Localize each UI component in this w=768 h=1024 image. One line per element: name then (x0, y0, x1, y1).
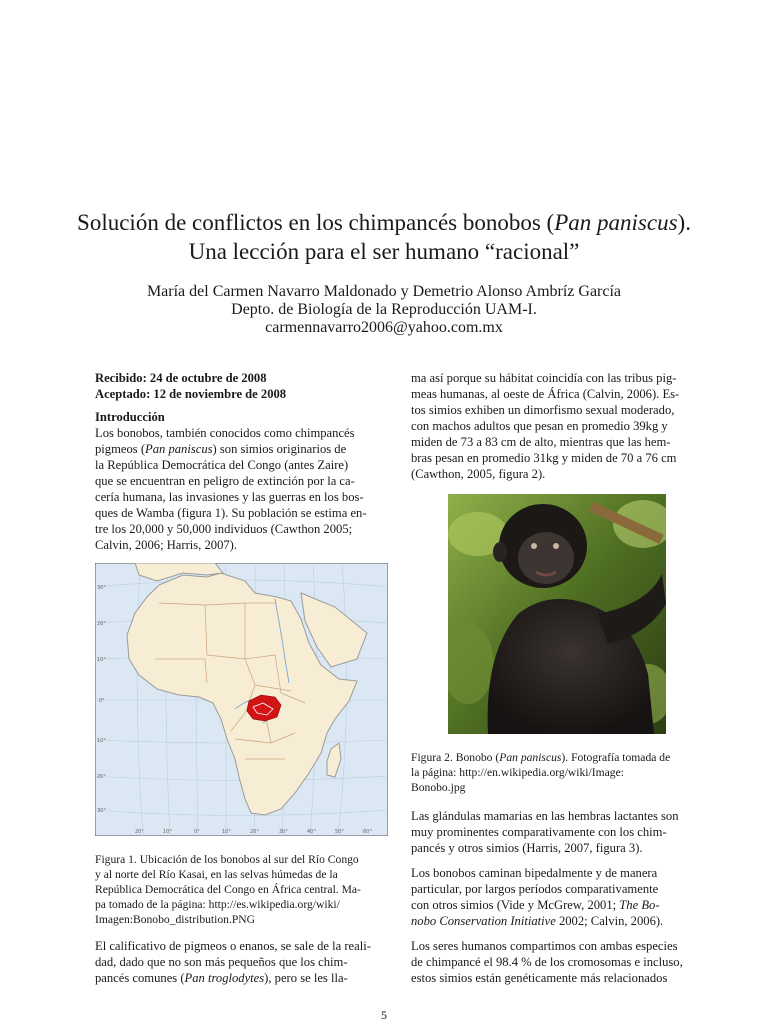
figure-2-caption: Figura 2. Bonobo (Pan paniscus). Fotografía tomada de la página: http://en.wikipedia.org/wiki/Image: Bonobo.jpg (411, 751, 671, 794)
intro-line: la República Democrática del Congo (antes Zaire) (95, 458, 349, 472)
map-lon-label: 30° (279, 829, 288, 835)
title-line-2: Una lección para el ser humano “racional” (188, 239, 580, 264)
authors: María del Carmen Navarro Maldonado y Demetrio Alonso Ambríz García (146, 283, 622, 300)
map-lat-label: 20° (97, 774, 106, 780)
intro-heading: Introducción (95, 410, 165, 424)
figure-2-photo (448, 494, 666, 734)
introduction (95, 409, 388, 553)
map-lon-label: 50° (335, 829, 344, 835)
received-date: Recibido: 24 de octubre de 2008 (95, 371, 267, 385)
intro-line: ques de Wamba (figura 1). Su población se estima en- (95, 506, 367, 520)
figure-1-map (95, 563, 388, 836)
map-lon-label: 0° (194, 829, 200, 835)
intro-line: tre los 20,000 y 50,000 individuos (Cawthon 2005; (95, 522, 353, 536)
paragraph-habitat: ma así porque su hábitat coincidía con las tribus pig- meas humanas, al oeste de África (Calvin, 2006). Es- tos simios exhiben un dimorfismo sexual moderado, con machos adultos que pesan en promedio 39kg y miden de 73 a 83 cm de alto, mientras que las hem- bras pesan en promedio 31kg y miden de 70 a 76 cm (Cawthon, 2005, figura 2). (411, 371, 680, 481)
affiliation: Depto. de Biología de la Reproducción UAM-I. (231, 301, 537, 318)
title-line-1: Solución de conflictos en los chimpancés bonobos (Pan paniscus). (77, 210, 691, 235)
map-lon-label: 20° (250, 829, 259, 835)
email: carmennavarro2006@yahoo.com.mx (265, 319, 503, 336)
paper-title (40, 208, 728, 266)
map-lon-label: 10° (222, 829, 231, 835)
map-lon-label: 20° (135, 829, 144, 835)
dates-block (95, 370, 388, 402)
map-lon-label: 40° (307, 829, 316, 835)
map-lat-label: 30° (97, 585, 106, 591)
figure-1-caption: Figura 1. Ubicación de los bonobos al sur del Río Congo y al norte del Río Kasai, en las selvas húmedas de la República Democrática del Congo en África central. Ma- pa tomado de la página: http://es.wikipedia.org/wiki/ Imagen:Bonobo_distribution.PNG (95, 853, 361, 926)
map-lon-label: 10° (163, 829, 172, 835)
map-lat-label: 20° (97, 621, 106, 627)
map-lat-label: 10° (97, 738, 106, 744)
map-lat-label: 0° (99, 698, 105, 704)
author-block (40, 283, 728, 337)
intro-line: pigmeos (Pan paniscus) son simios originarios de (95, 442, 347, 456)
accepted-date: Aceptado: 12 de noviembre de 2008 (95, 387, 287, 401)
page-number: 5 (381, 1008, 387, 1022)
intro-line: Calvin, 2006; Harris, 2007). (95, 538, 238, 552)
map-lat-label: 10° (97, 657, 106, 663)
paragraph-bipedal: Los bonobos caminan bipedalmente y de manera particular, por largos períodos comparativamente con otros simios (Vide y McGrew, 2001; The Bo- nobo Conservation Initiative 2002; Calvin, 2006). (411, 866, 664, 928)
paragraph-genetics: Los seres humanos compartimos con ambas especies de chimpancé el 98.4 % de los cromosomas e incluso, estos simios están genéticamente más relacionados (411, 939, 683, 985)
map-lon-label: 60° (363, 829, 372, 835)
intro-line: Los bonobos, también conocidos como chimpancés (95, 426, 355, 440)
paragraph-pygmy: El calificativo de pigmeos o enanos, se sale de la reali- dad, dado que no son más pequeños que los chim- pancés comunes (Pan troglodytes), pero se les lla- (95, 939, 371, 985)
paragraph-mammary: Las glándulas mamarias en las hembras lactantes son muy prominentes comparativamente con los chim- pancés y otros simios (Harris, 2007, figura 3). (411, 809, 679, 855)
intro-line: que se encuentran en peligro de extinción por la ca- (95, 474, 355, 488)
intro-line: cería humana, las invasiones y las guerras en los bos- (95, 490, 364, 504)
map-lat-label: 30° (97, 808, 106, 814)
